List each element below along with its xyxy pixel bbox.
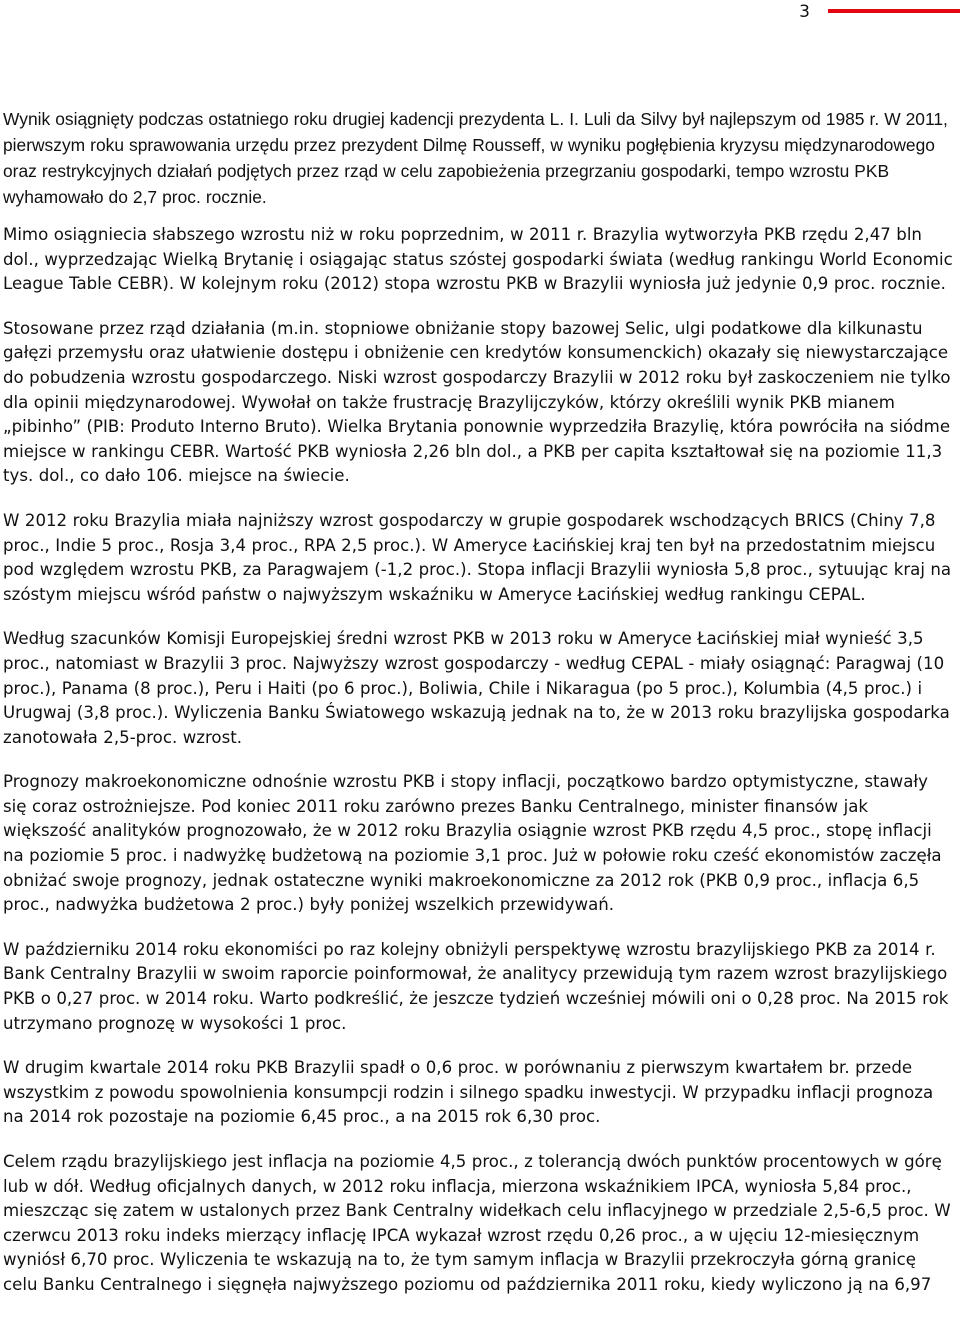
page-header: [0, 0, 960, 40]
page-number: 3: [799, 2, 810, 22]
paragraph-forecasts: Prognozy makroekonomiczne odnośnie wzrostu PKB i stopy inflacji, początkowo bardzo optymistyczne, stawały się coraz ostrożniejsze. Pod koniec 2011 roku zarówno prezes Banku Centralnego, minister finansów jak większość analityków prognozowało, że w 2012 roku Brazylia osiągnie wzrost PKB rzędu 4,5 proc., stopę inflacji na poziomie 5 proc. i nadwyżkę budżetową na poziomie 3,1 proc. Już w połowie roku cześć ekonomistów zaczęła obniżać swoje prognozy, jednak ostateczne wyniki makroekonomiczne za 2012 rok (PKB 0,9 proc., inflacja 6,5 proc., nadwyżka budżetowa 2 proc.) były poniżej wszelkich przewidywań.: [3, 772, 942, 915]
header-accent-bar: [828, 9, 960, 13]
paragraph-inflation-target: Celem rządu brazylijskiego jest inflacja na poziomie 4,5 proc., z tolerancją dwóch punktów procentowych w górę lub w dół. Według oficjalnych danych, w 2012 roku inflacja, mierzona wskaźnikiem IPCA, wyniosła 5,84 proc., mieszcząc się zatem w ustalonych przez Bank Centralny widełkach celu inflacyjnego w przedziale 2,5-6,5 proc. W czerwcu 2013 roku indeks mierzący inflację IPCA wykazał wzrost rzędu 0,26 proc., a w ujęciu 12-miesięcznym wyniósł 6,70 proc. Wyliczenia te wskazują na to, że tym samym inflacja w Brazylii przekroczyła górną granicę celu Banku Centralnego i sięgnęła najwyższego poziomu od października 2011 roku, kiedy wyliczono ją na 6,97: [3, 1152, 951, 1294]
paragraph-gdp-ranking-2011: Mimo osiągniecia słabszego wzrostu niż w roku poprzednim, w 2011 r. Brazylia wytworzyła PKB rzędu 2,47 bln dol., wyprzedzając Wielką Brytanię i osiągając status szóstej gospodarki świata (według rankingu World Economic League Table CEBR). W kolejnym roku (2012) stopa wzrostu PKB w Brazylii wyniosła już jedynie 0,9 proc. rocznie.: [3, 225, 953, 294]
document-body: [3, 106, 955, 1318]
paragraph-brics-comparison: W 2012 roku Brazylia miała najniższy wzrost gospodarczy w grupie gospodarek wschodzących BRICS (Chiny 7,8 proc., Indie 5 proc., Rosja 3,4 proc., RPA 2,5 proc.). W Ameryce Łacińskiej kraj ten był na przedostatnim miejscu pod względem wzrostu PKB, za Paragwajem (-1,2 proc.). Stopa inflacji Brazylii wyniosła 5,8 proc., sytuując kraj na szóstym miejscu wśród państw o najwyższym wskaźniku w Ameryce Łacińskiej według rankingu CEPAL.: [3, 510, 952, 604]
paragraph-growth-2011: Wynik osiągnięty podczas ostatniego roku drugiej kadencji prezydenta L. I. Luli da Silvy był najlepszym od 1985 r. W 2011, pierwszym roku sprawowania urzędu przez prezydent Dilmę Rousseff, w wyniku pogłębienia kryzysu międzynarodowego oraz restrykcyjnych działań podjętych przez rząd w celu zapobieżenia przegrzaniu gospodarki, tempo wzrostu PKB wyhamowało do 2,7 proc. rocznie.: [3, 109, 948, 207]
paragraph-q2-2014: W drugim kwartale 2014 roku PKB Brazylii spadł o 0,6 proc. w porównaniu z pierwszym kwartałem br. przede wszystkim z powodu spowolnienia konsumpcji rodzin i silnego spadku inwestycji. W przypadku inflacji prognoza na 2014 rok pozostaje na poziomie 6,45 proc., a na 2015 rok 6,30 proc.: [3, 1058, 934, 1127]
paragraph-government-measures: Stosowane przez rząd działania (m.in. stopniowe obniżanie stopy bazowej Selic, ulgi podatkowe dla kilkunastu gałęzi przemysłu oraz ułatwienie dostępu i obniżenie cen kredytów konsumenckich) okazały się niewystarczające do pobudzenia wzrostu gospodarczego. Niski wzrost gospodarczy Brazylii w 2012 roku był zaskoczeniem nie tylko dla opinii międzynarodowej. Wywołał on także frustrację Brazylijczyków, którzy określili wynik PKB mianem „pibinho” (PIB: Produto Interno Bruto). Wielka Brytania ponownie wyprzedziła Brazylię, która powróciła na siódme miejsce w rankingu CEBR. Wartość PKB wyniosła 2,26 bln dol., a PKB per capita kształtował się na poziomie 11,3 tys. dol., co dało 106. miejsce na świecie.: [3, 318, 951, 486]
paragraph-october-2014: W październiku 2014 roku ekonomiści po raz kolejny obniżyli perspektywę wzrostu brazylijskiego PKB za 2014 r. Bank Centralny Brazylii w swoim raporcie poinformował, że analitycy przewidują tym razem wzrost brazylijskiego PKB o 0,27 proc. w 2014 roku. Warto podkreślić, że jeszcze tydzień wcześniej mówili oni o 0,28 proc. Na 2015 rok utrzymano prognozę w wysokości 1 proc.: [3, 939, 949, 1033]
paragraph-latin-america-2013: Według szacunków Komisji Europejskiej średni wzrost PKB w 2013 roku w Ameryce Łacińskiej miał wynieść 3,5 proc., natomiast w Brazylii 3 proc. Najwyższy wzrost gospodarczy - według CEPAL - miały osiągnąć: Paragwaj (10 proc.), Panama (8 proc.), Peru i Haiti (po 6 proc.), Boliwia, Chile i Nikaragua (po 5 proc.), Kolumbia (4,5 proc.) i Urugwaj (3,8 proc.). Wyliczenia Banku Światowego wskazują jednak na to, że w 2013 roku brazylijska gospodarka zanotowała 2,5-proc. wzrost.: [3, 629, 950, 747]
